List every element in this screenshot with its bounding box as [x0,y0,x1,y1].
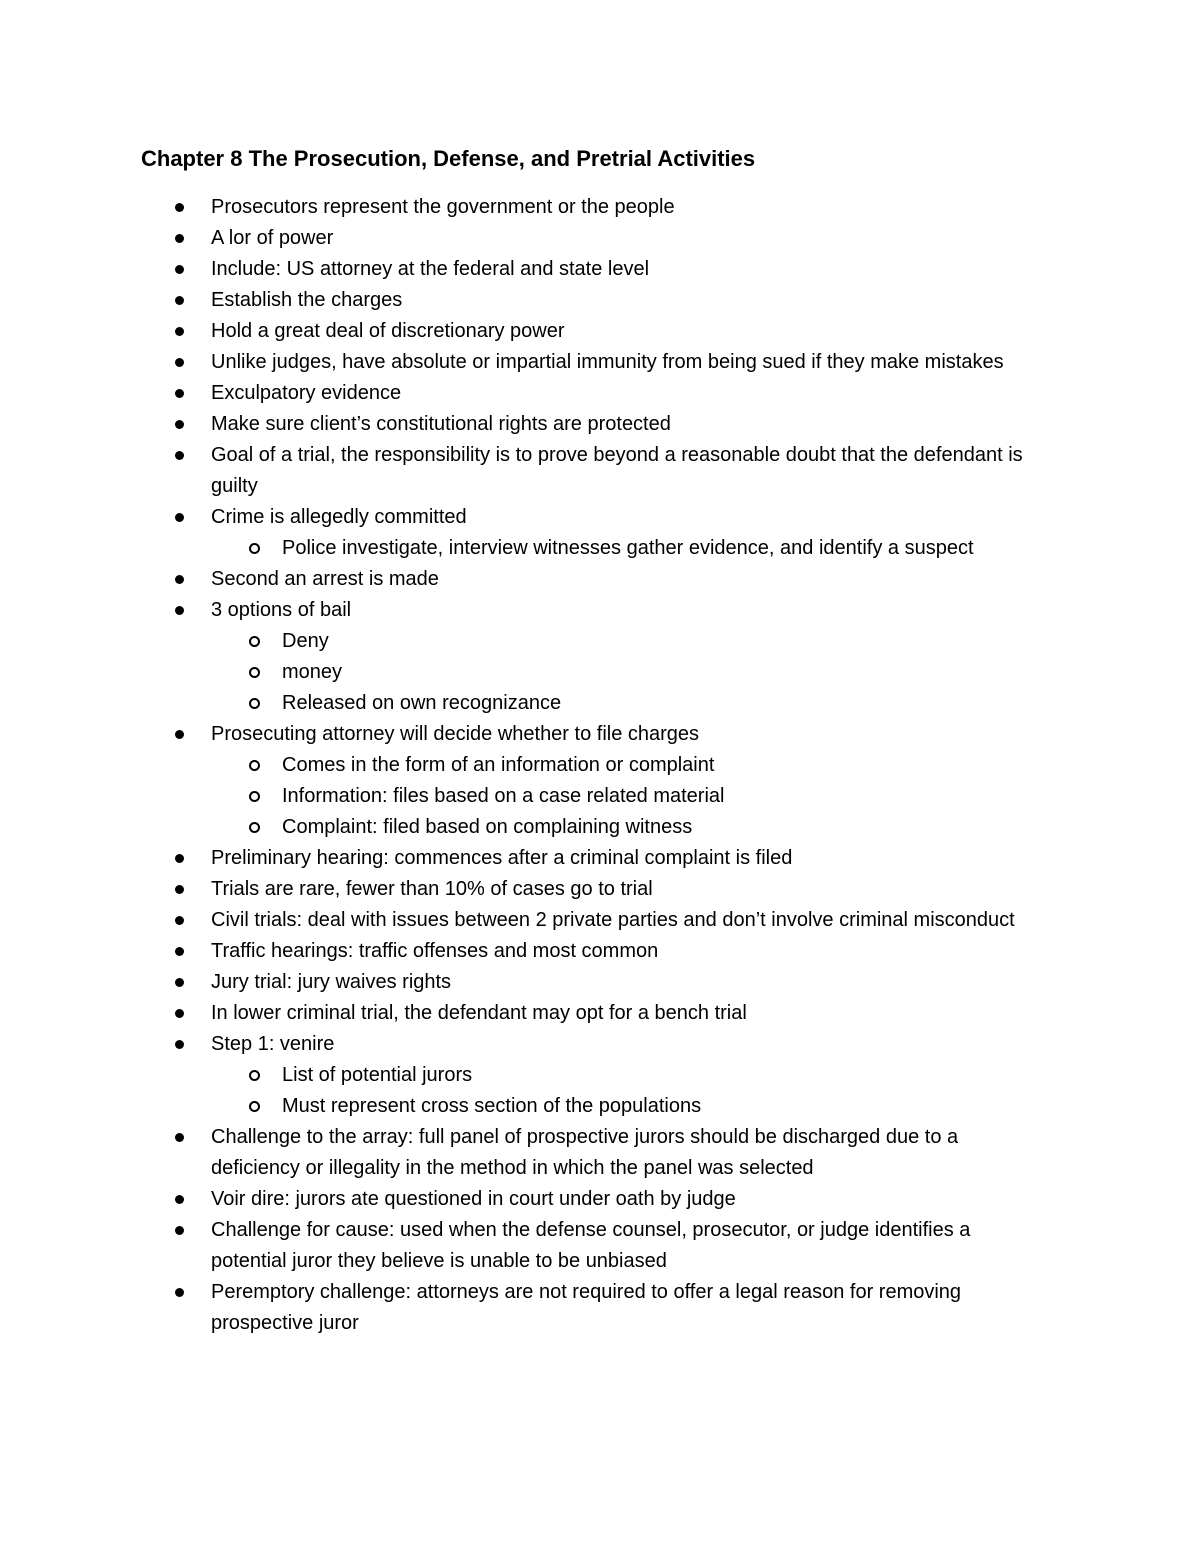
list-item-text: Information: files based on a case related material [282,785,725,807]
sub-list-item [0,750,1042,781]
filled-dot-shape [175,389,184,398]
hollow-bullet-icon [249,533,260,564]
list-item [0,285,1031,316]
filled-dot-shape [175,1226,184,1235]
bullet-icon [175,254,184,285]
filled-dot-shape [175,296,184,305]
list-item [0,192,1031,223]
sub-list-item [0,657,1042,688]
filled-dot-shape [175,513,184,522]
filled-dot-shape [175,575,184,584]
list-item [0,1215,1031,1277]
bullet-icon [175,1029,184,1060]
list-item-text: Civil trials: deal with issues between 2 private parties and don’t involve criminal misconduct [211,909,1015,931]
list-item [0,905,1031,936]
filled-dot-shape [175,606,184,615]
filled-dot-shape [175,420,184,429]
bullet-icon [175,905,184,936]
list-item-text: Second an arrest is made [211,568,439,590]
list-item-text: Must represent cross section of the populations [282,1095,702,1117]
filled-dot-shape [175,947,184,956]
bullet-icon [175,440,184,471]
list-item-text: Step 1: venire [211,1033,335,1055]
hollow-ring-shape [249,1101,260,1112]
list-item-text: Crime is allegedly committed [211,506,467,528]
hollow-ring-shape [249,667,260,678]
list-item-text: Comes in the form of an information or complaint [282,754,715,776]
bullet-icon [175,347,184,378]
bullet-icon [175,874,184,905]
list-item [0,874,1031,905]
hollow-ring-shape [249,822,260,833]
hollow-bullet-icon [249,657,260,688]
filled-dot-shape [175,203,184,212]
bullet-icon [175,719,184,750]
list-item [0,998,1031,1029]
filled-dot-shape [175,358,184,367]
bullet-icon [175,1122,184,1153]
bullet-icon [175,409,184,440]
list-item-text: Unlike judges, have absolute or impartial immunity from being sued if they make mistakes [211,351,1004,373]
filled-dot-shape [175,1288,184,1297]
list-item-text: Make sure client’s constitutional rights are protected [211,413,671,435]
list-item-text: Deny [282,630,329,652]
bullet-icon [175,564,184,595]
sub-list-item [0,812,1042,843]
sub-list-item [0,1091,1042,1122]
list-item [0,719,1031,750]
hollow-ring-shape [249,791,260,802]
list-item [0,843,1031,874]
sub-list-item [0,533,1042,564]
list-item [0,440,1031,502]
bullet-icon [175,502,184,533]
bullet-icon [175,316,184,347]
list-item [0,1029,1031,1060]
bullet-icon [175,843,184,874]
list-item-text: money [282,661,343,683]
list-item-text: Challenge to the array: full panel of prospective jurors should be discharged due to a deficiency or illegality in the method in which the panel was selected [211,1126,959,1179]
bullet-icon [175,223,184,254]
hollow-bullet-icon [249,688,260,719]
hollow-ring-shape [249,760,260,771]
list-item [0,378,1031,409]
list-item [0,502,1031,533]
list-item [0,1184,1031,1215]
list-item [0,347,1031,378]
filled-dot-shape [175,885,184,894]
filled-dot-shape [175,234,184,243]
bullet-icon [175,192,184,223]
bullet-icon [175,936,184,967]
list-item-text: Complaint: filed based on complaining witness [282,816,693,838]
sub-list-item [0,626,1042,657]
filled-dot-shape [175,854,184,863]
bullet-icon [175,998,184,1029]
list-item-text: Prosecutors represent the government or the people [211,196,675,218]
filled-dot-shape [175,916,184,925]
list-item-text: Hold a great deal of discretionary power [211,320,565,342]
list-item-text: List of potential jurors [282,1064,473,1086]
list-item [0,595,1031,626]
list-item-text: Prosecuting attorney will decide whether to file charges [211,723,700,745]
hollow-bullet-icon [249,626,260,657]
bullet-icon [175,378,184,409]
filled-dot-shape [175,327,184,336]
list-item-text: Peremptory challenge: attorneys are not required to offer a legal reason for removing prospective juror [211,1281,962,1334]
list-item-text: Released on own recognizance [282,692,562,714]
hollow-ring-shape [249,543,260,554]
list-item-text: Trials are rare, fewer than 10% of cases go to trial [211,878,653,900]
hollow-bullet-icon [249,781,260,812]
hollow-ring-shape [249,1070,260,1081]
bullet-list [0,192,1200,1339]
list-item-text: A lor of power [211,227,334,249]
filled-dot-shape [175,1133,184,1142]
hollow-bullet-icon [249,750,260,781]
list-item [0,409,1031,440]
list-item [0,223,1031,254]
list-item-text: 3 options of bail [211,599,352,621]
bullet-icon [175,1277,184,1308]
list-item-text: Preliminary hearing: commences after a criminal complaint is filed [211,847,793,869]
bullet-icon [175,967,184,998]
hollow-bullet-icon [249,812,260,843]
list-item-text: Exculpatory evidence [211,382,402,404]
list-item-text: Police investigate, interview witnesses gather evidence, and identify a suspect [282,537,974,559]
filled-dot-shape [175,1040,184,1049]
list-item [0,316,1031,347]
list-item-text: Goal of a trial, the responsibility is to prove beyond a reasonable doubt that the defendant is guilty [211,444,1023,497]
list-item-text: In lower criminal trial, the defendant may opt for a bench trial [211,1002,747,1024]
list-item-text: Jury trial: jury waives rights [211,971,452,993]
list-item-text: Include: US attorney at the federal and state level [211,258,650,280]
document-title: Chapter 8 The Prosecution, Defense, and Pretrial Activities [141,146,756,171]
filled-dot-shape [175,730,184,739]
list-item [0,936,1031,967]
list-item-text: Establish the charges [211,289,403,311]
list-item [0,967,1031,998]
bullet-icon [175,285,184,316]
hollow-ring-shape [249,698,260,709]
list-item [0,564,1031,595]
list-item [0,1122,1031,1184]
hollow-bullet-icon [249,1091,260,1122]
list-item [0,1277,1031,1339]
filled-dot-shape [175,451,184,460]
filled-dot-shape [175,1195,184,1204]
bullet-icon [175,1184,184,1215]
bullet-icon [175,1215,184,1246]
list-item [0,254,1031,285]
sub-list-item [0,688,1042,719]
filled-dot-shape [175,978,184,987]
hollow-bullet-icon [249,1060,260,1091]
filled-dot-shape [175,1009,184,1018]
sub-list-item [0,781,1042,812]
filled-dot-shape [175,265,184,274]
list-item-text: Challenge for cause: used when the defense counsel, prosecutor, or judge identifies a potential juror they believe is unable to be unbiased [211,1219,971,1272]
sub-list-item [0,1060,1042,1091]
bullet-icon [175,595,184,626]
list-item-text: Traffic hearings: traffic offenses and most common [211,940,659,962]
hollow-ring-shape [249,636,260,647]
list-item-text: Voir dire: jurors ate questioned in court under oath by judge [211,1188,736,1210]
